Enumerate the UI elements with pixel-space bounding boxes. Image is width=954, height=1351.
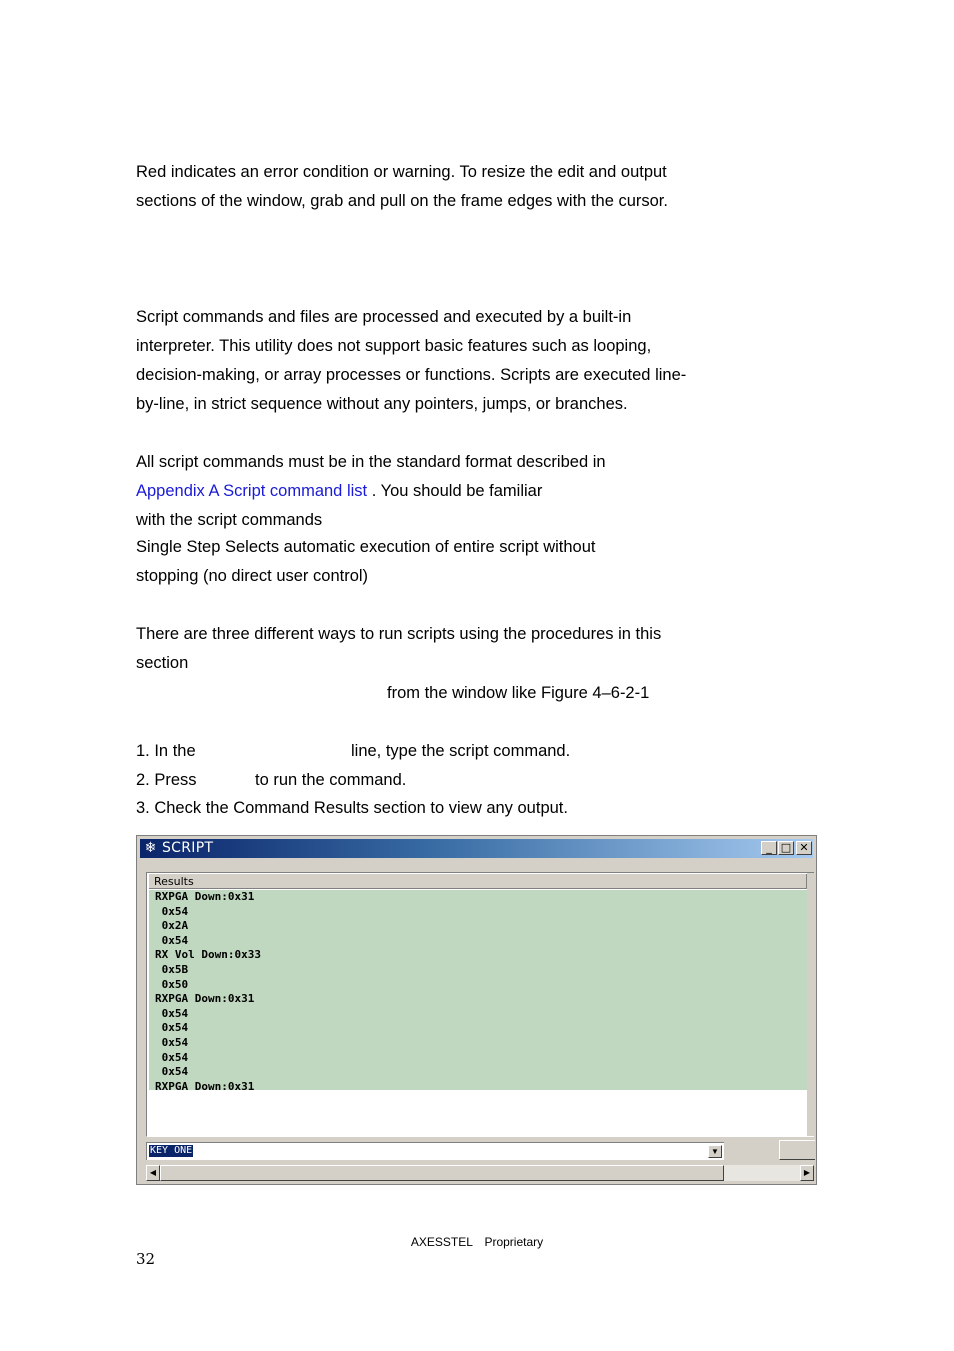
result-row: 0x54 xyxy=(155,1006,189,1020)
step-1-suffix: line, type the script command. xyxy=(351,742,571,760)
maximize-button[interactable]: □ xyxy=(778,841,794,855)
chevron-down-icon[interactable]: ▼ xyxy=(708,1145,722,1158)
step-1-prefix: 1. In the xyxy=(136,742,196,760)
window-titlebar[interactable] xyxy=(140,839,813,858)
familiar-text: . You should be familiar xyxy=(367,482,543,500)
appendix-link[interactable]: Appendix A Script command list xyxy=(136,482,368,500)
footer-proprietary: AXESSTEL Proprietary xyxy=(410,1235,544,1249)
results-header: Results xyxy=(149,874,807,889)
horizontal-scrollbar[interactable] xyxy=(146,1165,814,1181)
paragraph-interpreter: Script commands and files are processed and executed by a built-in interpreter. This utility does not support basic features such as looping, decision-making, or array processes or functions. Scripts are executed line-by-line, in strict sequence without any pointers, jumps, or branches. xyxy=(136,308,687,413)
scroll-left-icon[interactable]: ◀ xyxy=(146,1165,160,1181)
result-row: 0x54 xyxy=(155,904,189,918)
scroll-right-icon[interactable]: ▶ xyxy=(800,1165,814,1181)
result-row: RXPGA Down:0x31 xyxy=(155,992,255,1006)
result-row: 0x5B xyxy=(155,963,189,976)
figure-reference: from the window like Figure 4–6-2-1 xyxy=(387,684,650,702)
result-row: RXPGA Down:0x31 xyxy=(155,1079,255,1093)
window-title: SCRIPT xyxy=(162,840,214,856)
results-pane[interactable] xyxy=(146,872,814,1137)
minimize-button[interactable]: _ xyxy=(761,841,777,855)
run-button[interactable] xyxy=(779,1140,815,1160)
close-button[interactable]: ✕ xyxy=(796,841,812,855)
result-row: RXPGA Down:0x31 xyxy=(155,890,255,903)
result-row: 0x54 xyxy=(155,1065,189,1079)
result-row: 0x50 xyxy=(155,977,189,991)
paragraph-three-ways: There are three different ways to run scripts using the procedures in this section xyxy=(136,625,662,672)
page-number: 32 xyxy=(136,1250,156,1268)
result-row: 0x2A xyxy=(155,919,189,933)
vertical-scrollbar[interactable] xyxy=(807,873,814,1136)
paragraph-format-line1: All script commands must be in the standard format described in xyxy=(136,453,606,471)
result-row: RX Vol Down:0x33 xyxy=(155,948,261,962)
results-list xyxy=(149,890,807,1093)
snowflake-icon: ❄ xyxy=(144,840,157,856)
step-3: 3. Check the Command Results section to view any output. xyxy=(136,799,568,817)
paragraph-single-step: Single Step Selects automatic execution of entire script without stopping (no direct user control) xyxy=(136,538,596,585)
paragraph-format-line2 xyxy=(136,481,542,501)
scroll-thumb[interactable] xyxy=(160,1165,724,1181)
result-row: 0x54 xyxy=(155,1036,189,1049)
result-row: 0x54 xyxy=(155,1021,189,1035)
result-row: 0x54 xyxy=(155,933,189,947)
step-2-suffix: to run the command. xyxy=(255,771,407,789)
paragraph-resize-info: Red indicates an error condition or warning. To resize the edit and output sections of the window, grab and pull on the frame edges with the cursor. xyxy=(136,163,668,210)
paragraph-format-line3: with the script commands xyxy=(136,511,323,529)
script-window-figure xyxy=(136,835,817,1185)
result-row: 0x54 xyxy=(155,1050,189,1064)
step-2-prefix: 2. Press xyxy=(136,771,197,789)
command-value[interactable]: KEY ONE xyxy=(150,1145,193,1156)
command-combobox[interactable] xyxy=(146,1142,724,1160)
